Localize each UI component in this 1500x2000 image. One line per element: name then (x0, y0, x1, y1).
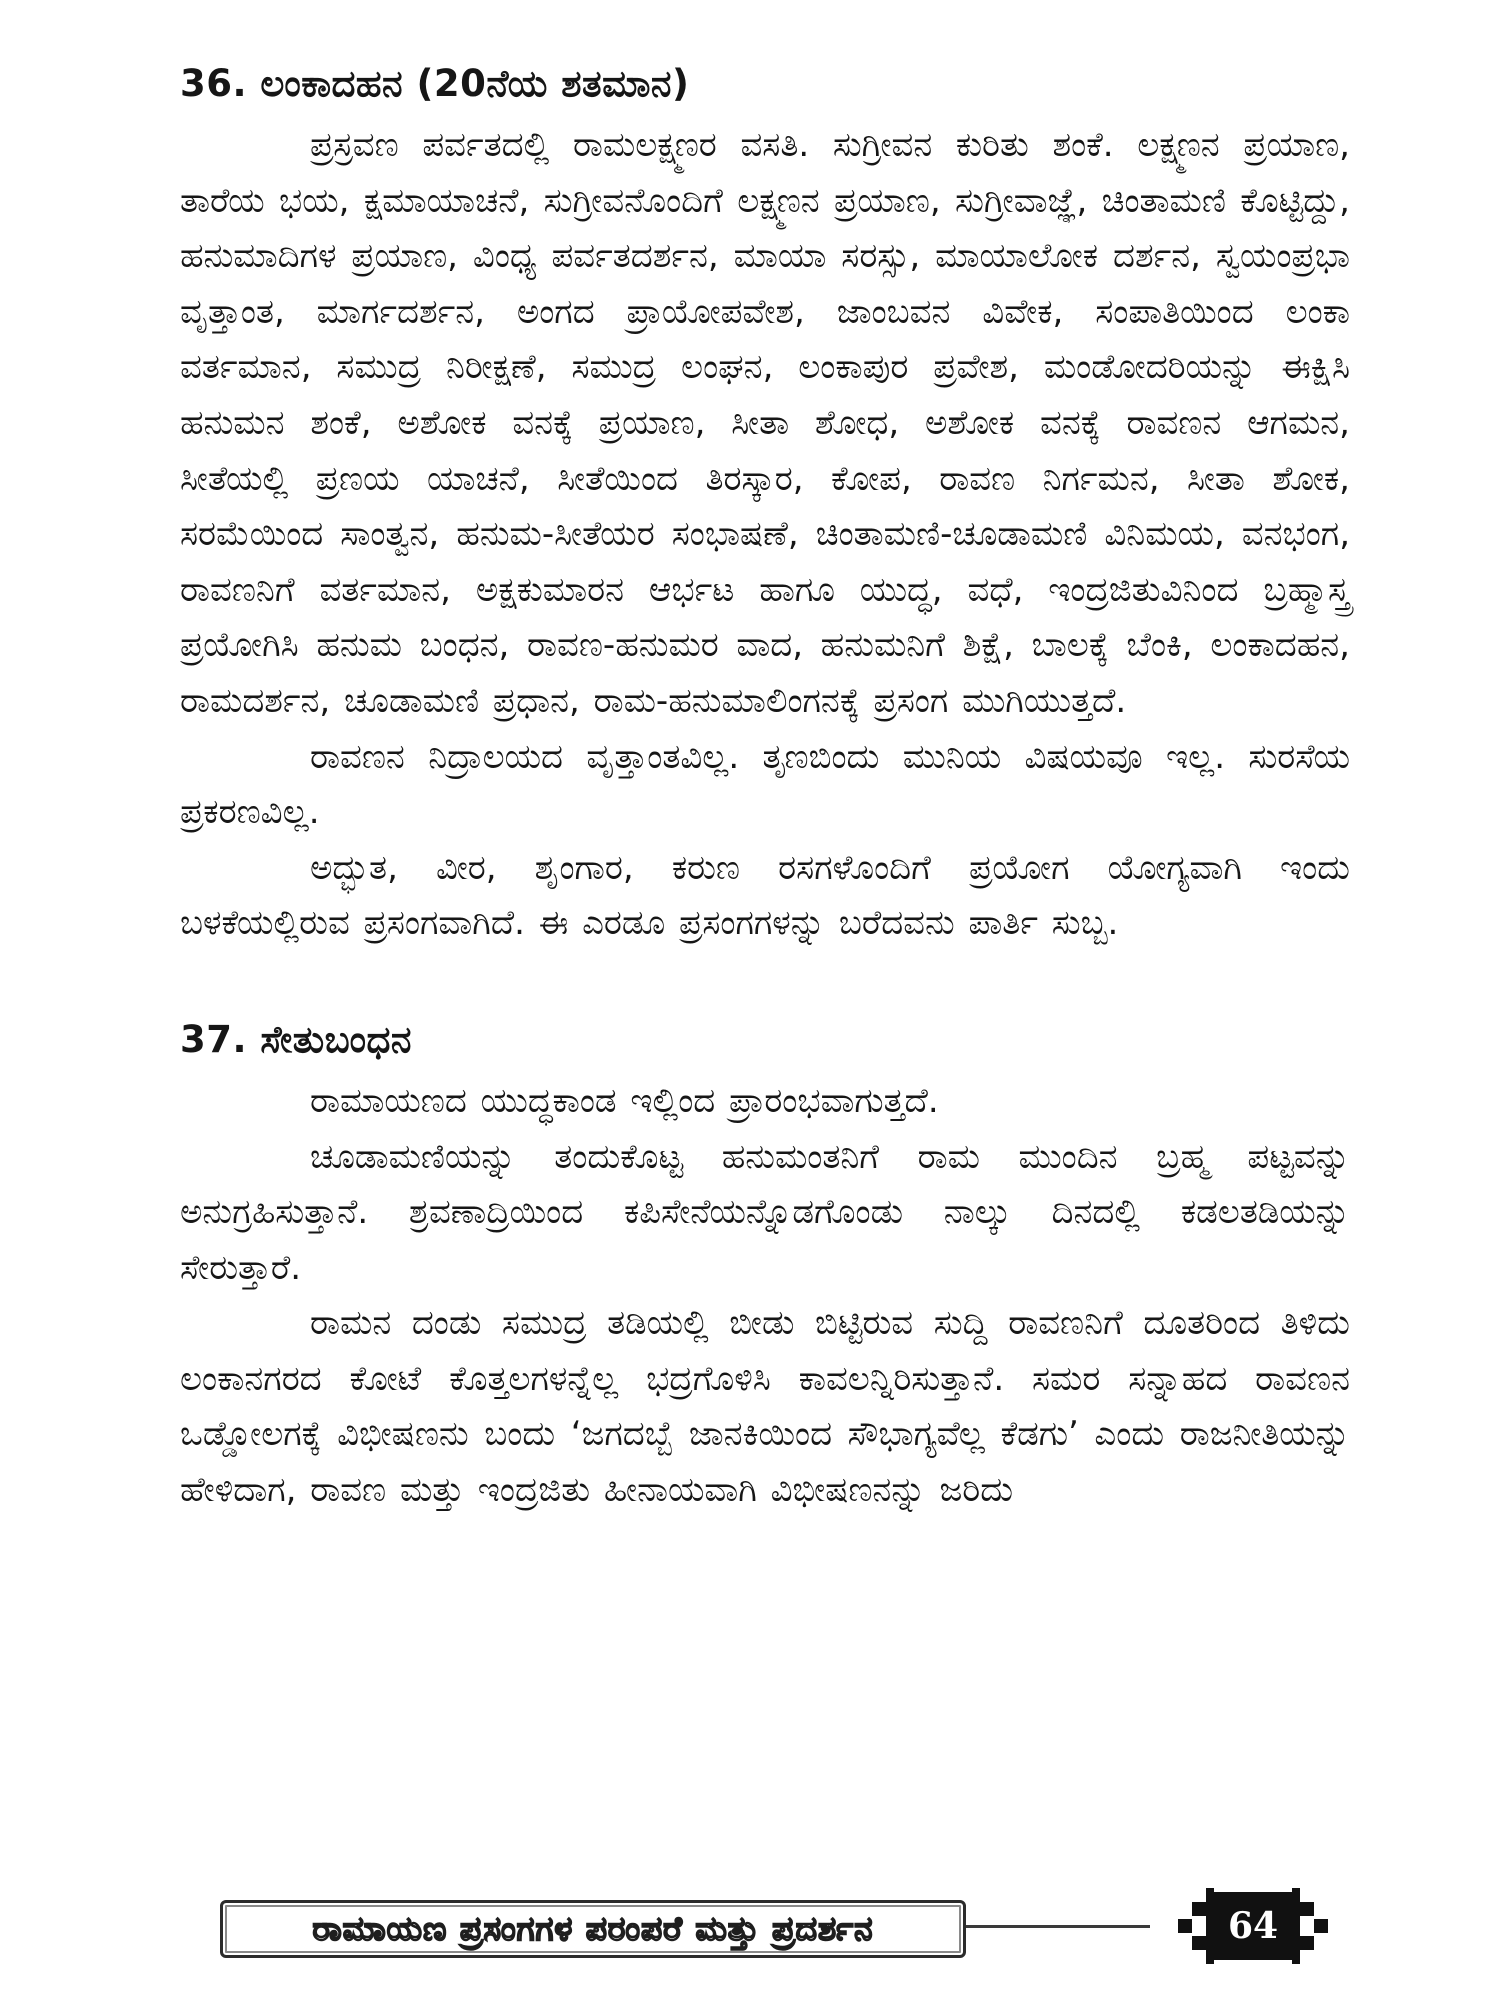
paragraph: ಪ್ರಸ್ರವಣ ಪರ್ವತದಲ್ಲಿ ರಾಮಲಕ್ಷ್ಮಣರ ವಸತಿ. ಸುಗ್ರೀವನ ಕುರಿತು ಶಂಕೆ. ಲಕ್ಷ್ಮಣನ ಪ್ರಯಾಣ, ತಾರೆಯ ಭಯ, ಕ್ಷಮಾಯಾಚನೆ, ಸುಗ್ರೀವನೊಂದಿಗೆ ಲಕ್ಷ್ಮಣನ ಪ್ರಯಾಣ, ಸುಗ್ರೀವಾಜ್ಞೆ, ಚಿಂತಾಮಣಿ ಕೊಟ್ಟಿದ್ದು, ಹನುಮಾದಿಗಳ ಪ್ರಯಾಣ, ವಿಂಧ್ಯ ಪರ್ವತದರ್ಶನ, ಮಾಯಾ ಸರಸ್ಸು, ಮಾಯಾಲೋಕ ದರ್ಶನ, ಸ್ವಯಂಪ್ರಭಾ ವೃತ್ತಾಂತ, ಮಾರ್ಗದರ್ಶನ, ಅಂಗದ ಪ್ರಾಯೋಪವೇಶ, ಜಾಂಬವನ ವಿವೇಕ, ಸಂಪಾತಿಯಿಂದ ಲಂಕಾ ವರ್ತಮಾನ, ಸಮುದ್ರ ನಿರೀಕ್ಷಣೆ, ಸಮುದ್ರ ಲಂಘನ, ಲಂಕಾಪುರ ಪ್ರವೇಶ, ಮಂಡೋದರಿಯನ್ನು ಈಕ್ಷಿಸಿ ಹನುಮನ ಶಂಕೆ, ಅಶೋಕ ವನಕ್ಕೆ ಪ್ರಯಾಣ, ಸೀತಾ ಶೋಧ, ಅಶೋಕ ವನಕ್ಕೆ ರಾವಣನ ಆಗಮನ, ಸೀತೆಯಲ್ಲಿ ಪ್ರಣಯ ಯಾಚನೆ, ಸೀತೆಯಿಂದ ತಿರಸ್ಕಾರ, ಕೋಪ, ರಾವಣ ನಿರ್ಗಮನ, ಸೀತಾ ಶೋಕ, ಸರಮೆಯಿಂದ ಸಾಂತ್ವನ, ಹನುಮ-ಸೀತೆಯರ ಸಂಭಾಷಣೆ, ಚಿಂತಾಮಣಿ-ಚೂಡಾಮಣಿ ವಿನಿಮಯ, ವನಭಂಗ, ರಾವಣನಿಗೆ ವರ್ತಮಾನ, ಅಕ್ಷಕುಮಾರನ ಆರ್ಭಟ ಹಾಗೂ ಯುದ್ಧ, ವಧೆ, ಇಂದ್ರಜಿತುವಿನಿಂದ ಬ್ರಹ್ಮಾಸ್ತ್ರ ಪ್ರಯೋಗಿಸಿ ಹನುಮ ಬಂಧನ, ರಾವಣ-ಹನುಮರ ವಾದ, ಹನುಮನಿಗೆ ಶಿಕ್ಷೆ, ಬಾಲಕ್ಕೆ ಬೆಂಕಿ, ಲಂಕಾದಹನ, ರಾಮದರ್ಶನ, ಚೂಡಾಮಣಿ ಪ್ರಧಾನ, ರಾಮ-ಹನುಮಾಲಿಂಗನಕ್ಕೆ ಪ್ರಸಂಗ ಮುಗಿಯುತ್ತದೆ. (180, 125, 1350, 721)
page-footer (220, 1888, 1360, 1964)
paragraph: ಅದ್ಭುತ, ವೀರ, ಶೃಂಗಾರ, ಕರುಣ ರಸಗಳೊಂದಿಗೆ ಪ್ರಯೋಗ ಯೋಗ್ಯವಾಗಿ ಇಂದು ಬಳಕೆಯಲ್ಲಿರುವ ಪ್ರಸಂಗವಾಗಿದೆ. ಈ ಎರಡೂ ಪ್ರಸಂಗಗಳನ್ನು ಬರೆದವನು ಪಾರ್ತಿ ಸುಬ್ಬ. (180, 847, 1350, 944)
paragraph: ರಾಮನ ದಂಡು ಸಮುದ್ರ ತಡಿಯಲ್ಲಿ ಬೀಡು ಬಿಟ್ಟಿರುವ ಸುದ್ದಿ ರಾವಣನಿಗೆ ದೂತರಿಂದ ತಿಳಿದು ಲಂಕಾನಗರದ ಕೋಟೆ ಕೊತ್ತಲಗಳನ್ನೆಲ್ಲ ಭದ್ರಗೊಳಿಸಿ ಕಾವಲನ್ನಿರಿಸುತ್ತಾನೆ. ಸಮರ ಸನ್ನಾಹದ ರಾವಣನ ಒಡ್ಡೋಲಗಕ್ಕೆ ವಿಭೀಷಣನು ಬಂದು ‘ಜಗದಬ್ಬೆ ಜಾನಕಿಯಿಂದ ಸೌಭಾಗ್ಯವೆಲ್ಲ ಕೆಡಗು’ ಎಂದು ರಾಜನೀತಿಯನ್ನು ಹೇಳಿದಾಗ, ರಾವಣ ಮತ್ತು ಇಂದ್ರಜಿತು ಹೀನಾಯವಾಗಿ ವಿಭೀಷಣನನ್ನು ಜರಿದು (180, 1303, 1350, 1511)
section-heading-37: 37. ಸೇತುಬಂಧನ (180, 1017, 412, 1061)
page-number: 64 (1211, 1892, 1295, 1960)
page-number-badge (1178, 1888, 1328, 1964)
page-body (170, 58, 1350, 1519)
section-spacer (170, 952, 1350, 1014)
paragraph: ರಾವಣನ ನಿದ್ರಾಲಯದ ವೃತ್ತಾಂತವಿಲ್ಲ. ತೃಣಬಿಂದು ಮುನಿಯ ವಿಷಯವೂ ಇಲ್ಲ. ಸುರಸೆಯ ಪ್ರಕರಣವಿಲ್ಲ. (180, 736, 1350, 833)
paragraph: ರಾಮಾಯಣದ ಯುದ್ಧಕಾಂಡ ಇಲ್ಲಿಂದ ಪ್ರಾರಂಭವಾಗುತ್ತದೆ. (310, 1080, 939, 1121)
paragraph: ಚೂಡಾಮಣಿಯನ್ನು ತಂದುಕೊಟ್ಟ ಹನುಮಂತನಿಗೆ ರಾಮ ಮುಂದಿನ ಬ್ರಹ್ಮ ಪಟ್ಟವನ್ನು ಅನುಗ್ರಹಿಸುತ್ತಾನೆ. ಶ್ರವಣಾದ್ರಿಯಿಂದ ಕಪಿಸೇನೆಯನ್ನೊಡಗೊಂಡು ನಾಲ್ಕು ದಿನದಲ್ಲಿ ಕಡಲತಡಿಯನ್ನು ಸೇರುತ್ತಾರೆ. (180, 1136, 1350, 1288)
section-heading-36: 36. ಲಂಕಾದಹನ (20ನೆಯ ಶತಮಾನ) (180, 62, 690, 105)
footer-book-title: ರಾಮಾಯಣ ಪ್ರಸಂಗಗಳ ಪರಂಪರೆ ಮತ್ತು ಪ್ರದರ್ಶನ (220, 1900, 966, 1958)
